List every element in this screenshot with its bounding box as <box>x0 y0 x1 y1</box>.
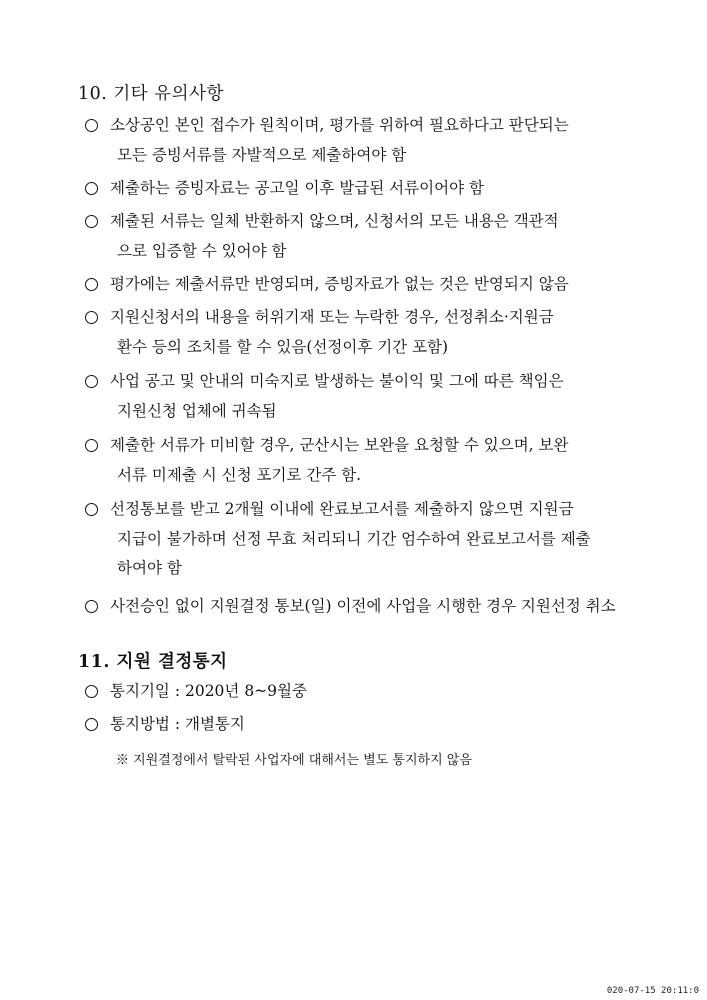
circle-bullet-icon <box>85 439 98 452</box>
list-item: 사업 공고 및 안내의 미숙지로 발생하는 불이익 및 그에 따른 책임은 지원신청 업체에 귀속됨 <box>85 367 665 426</box>
list-item: 통지기일 : 2020년 8~9월중 <box>85 677 665 707</box>
section-10-title: 10. 기타 유의사항 <box>78 84 224 104</box>
circle-bullet-icon <box>85 311 98 324</box>
list-item: 선정통보를 받고 2개월 이내에 완료보고서를 제출하지 않으면 지원금 지급이 불가하며 선정 무효 처리되니 기간 엄수하여 완료보고서를 제출 하여야 함 <box>85 495 665 584</box>
list-item: 제출한 서류가 미비할 경우, 군산시는 보완을 요청할 수 있으며, 보완 서류 미제출 시 신청 포기로 간주 함. <box>85 431 665 490</box>
circle-bullet-icon <box>85 375 98 388</box>
list-item: 소상공인 본인 접수가 원칙이며, 평가를 위하여 필요하다고 판단되는 모든 증빙서류를 자발적으로 제출하여야 함 <box>85 111 665 170</box>
list-item: 지원신청서의 내용을 허위기재 또는 누락한 경우, 선정취소·지원금 환수 등의 조치를 할 수 있음(선정이후 기간 포함) <box>85 303 665 362</box>
list-item: 제출하는 증빙자료는 공고일 이후 발급된 서류이어야 함 <box>85 174 665 204</box>
circle-bullet-icon <box>85 278 98 291</box>
circle-bullet-icon <box>85 182 98 195</box>
list-item: 통지방법 : 개별통지 <box>85 710 665 740</box>
circle-bullet-icon <box>85 600 98 613</box>
section-11-title: 11. 지원 결정통지 <box>78 652 228 672</box>
list-item: 평가에는 제출서류만 반영되며, 증빙자료가 없는 것은 반영되지 않음 <box>85 270 665 300</box>
circle-bullet-icon <box>85 718 98 731</box>
print-timestamp: 020-07-15 20:11:0 <box>606 986 699 996</box>
circle-bullet-icon <box>85 215 98 228</box>
circle-bullet-icon <box>85 119 98 132</box>
list-item: 제출된 서류는 일체 반환하지 않으며, 신청서의 모든 내용은 객관적 으로 입증할 수 있어야 함 <box>85 207 665 266</box>
footnote: ※ 지원결정에서 탈락된 사업자에 대해서는 별도 통지하지 않음 <box>116 753 472 768</box>
circle-bullet-icon <box>85 685 98 698</box>
circle-bullet-icon <box>85 503 98 516</box>
list-item: 사전승인 없이 지원결정 통보(일) 이전에 사업을 시행한 경우 지원선정 취소 <box>85 592 665 622</box>
